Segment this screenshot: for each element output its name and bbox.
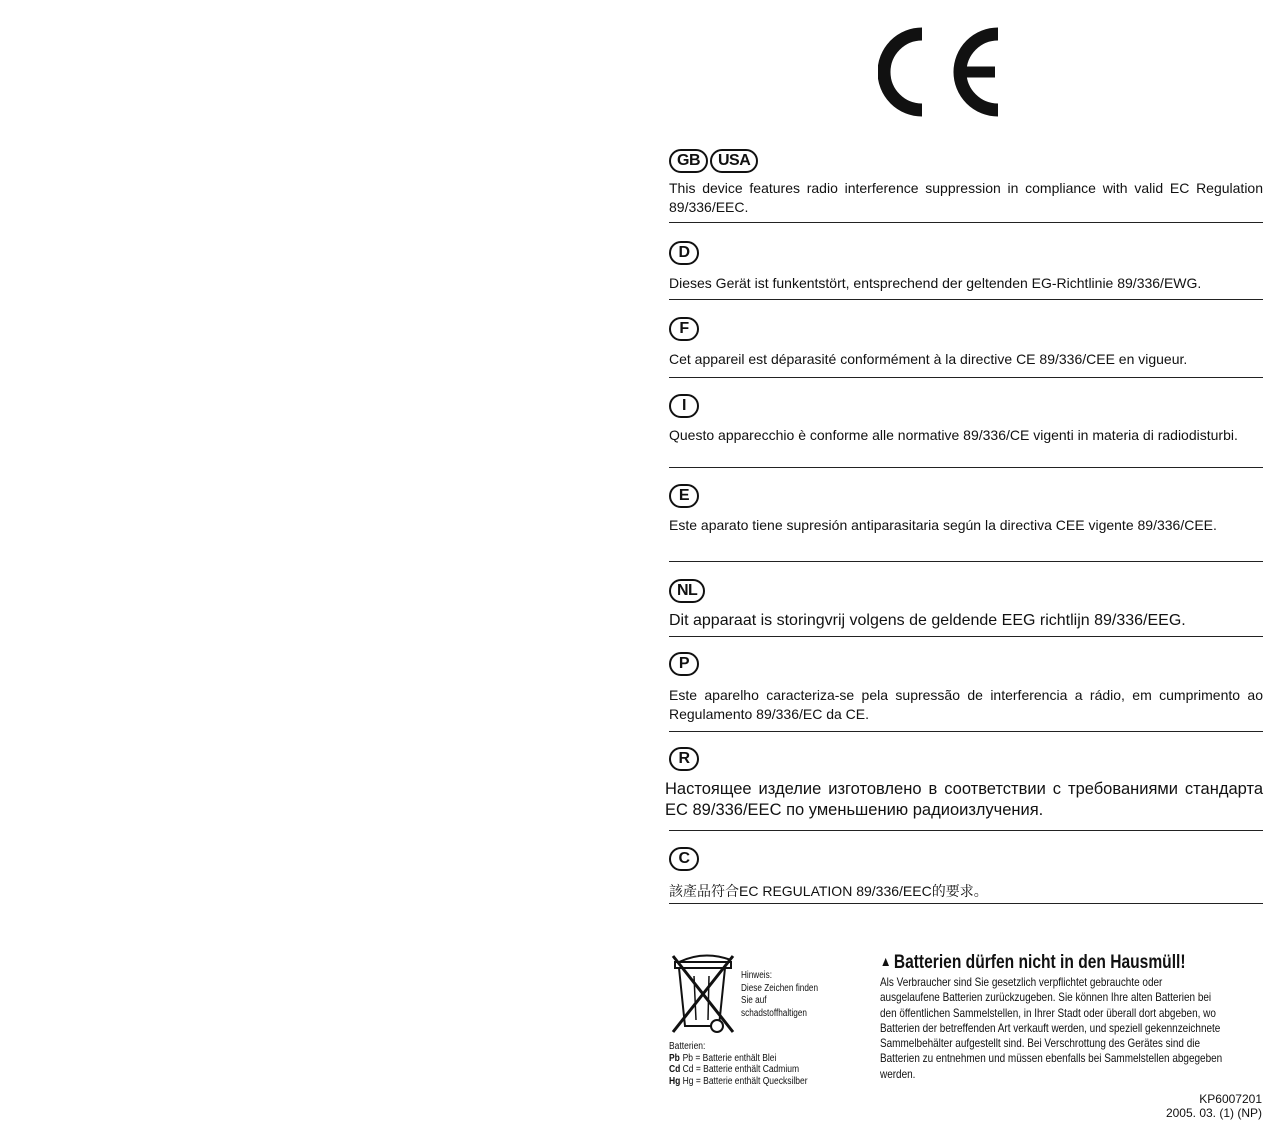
divider [669,636,1263,637]
list-item: Hg Hg = Batterie enthält Quecksilber [669,1075,808,1087]
warning-triangle-icon: ▲ [880,953,892,969]
section-text: Este aparelho caracteriza-se pela supressão de interferencia a rádio, em cumprimento ao Regulamento 89/336/EC da CE. [669,687,1263,722]
document-code [1166,1092,1262,1120]
section-p [669,649,1263,724]
battery-warning-title: ▲ Batterien dürfen nicht in den Hausmüll! [880,952,1186,973]
battery-warning-body: Als Verbraucher sind Sie gesetzlich verpflichtet gebrauchte oder ausgelaufene Batterien zurückzugeben. Sie können Ihre alten Batterien bei den öffentlichen Sammelstellen, in Ihrer Stadt oder überall dort abgeben, wo Batterien der betreffenden Art verkauft werden, und speziell gekennzeichnete Sammelbehälter aufgestellt sind. Bei Verschrottung des Gerätes sind die Batterien zu entnehmen und müssen ebenfalls bei Sammelstellen abgegeben werden. [880,975,1223,1081]
section-r [665,744,1263,821]
country-badge: D [669,241,699,265]
country-badge: I [669,394,699,418]
country-badge: P [669,652,699,676]
country-badge: GB [669,149,708,173]
section-text: Este aparato tiene supresión antiparasitaria según la directiva CEE vigente 89/336/CEE. [669,517,1217,533]
country-badge: F [669,317,699,341]
crossed-bin-icon [669,950,739,1036]
country-badge: C [669,847,699,871]
country-badge: R [669,747,699,771]
list-item: Pb Pb = Batterie enthält Blei [669,1052,777,1064]
section-i [669,391,1263,445]
divider [669,467,1263,468]
divider [669,222,1263,223]
section-text: Cet appareil est déparasité conformément à la directive CE 89/336/CEE en vigueur. [669,351,1188,367]
country-badge: NL [669,579,705,603]
section-text: This device features radio interference suppression in compliance with valid EC Regulation 89/336/EEC. [669,180,1263,215]
section-d [669,238,1263,293]
country-badge: USA [710,149,758,173]
section-c [669,844,1263,901]
divider [669,299,1263,300]
part-number: KP6007201 [1199,1092,1262,1106]
section-text: 該產品符合EC REGULATION 89/336/EEC的要求。 [669,883,988,899]
section-text: Questo apparecchio è conforme alle normative 89/336/CE vigenti in materia di radiodisturbi. [669,427,1238,443]
hinweis-note: Hinweis: Diese Zeichen finden Sie auf schadstoffhaltigen [741,970,819,1019]
section-e [669,481,1263,535]
section-text: Dit apparaat is storingvrij volgens de geldende EEG richtlijn 89/336/EEG. [669,612,1186,629]
list-item: Cd Cd = Batterie enthält Cadmium [669,1064,800,1075]
divider [669,830,1263,831]
battery-list [669,1041,808,1087]
divider [669,903,1263,904]
country-badge: E [669,484,699,508]
divider [669,561,1263,562]
section-text: Dieses Gerät ist funkentstört, entsprechend der geltenden EG-Richtlinie 89/336/EWG. [669,275,1202,291]
print-date: 2005. 03. (1) (NP) [1165,1106,1262,1120]
section-text: Настоящее изделие изготовлено в соответствии с требованиями стандарта EC 89/336/EEC по уменьшению радиоизлучения. [665,780,1263,819]
section-f [669,314,1263,369]
section-gb-usa [669,146,1263,217]
ce-mark-icon [878,26,1008,118]
divider [669,731,1263,732]
battery-list-title: Batterien: [669,1041,706,1052]
divider [669,377,1263,378]
section-nl [669,576,1263,630]
